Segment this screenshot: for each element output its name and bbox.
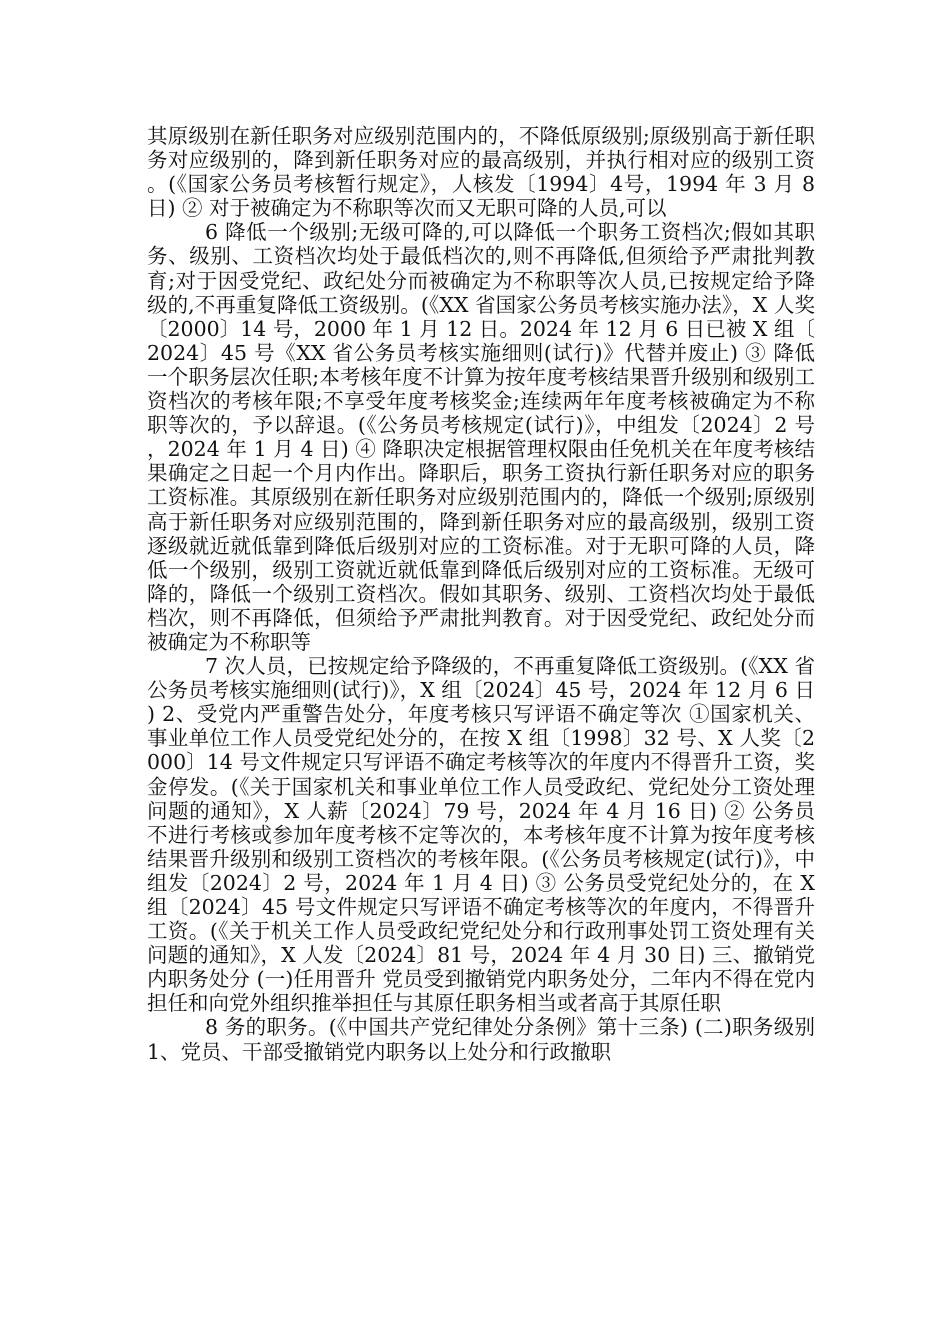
paragraph: 6 降低一个级别;无级可降的,可以降低一个职务工资档次;假如其职务、级别、工资档次均处于最低档次的,则不再降低,但须给予严肃批判教育;对于因受党纪、政纪处分而被确定为不称职等次人员,已按规定给予降级的,不再重复降低工资级别。(《XX 省国家公务员考核实施办法》，X 人奖〔2000〕14 号，2000 年 1 月 12 日。2024 年 12 月 6 日已被 X 组〔2024〕45 号《XX 省公务员考核实施细则(试行)》代替并废止) ③ 降低一个职务层次任职;本考核年度不计算为按年度考核结果晋升级别和级别工资档次的考核年限;不享受年度考核奖金;连续两年年度考核被确定为不称职等次的，予以辞退。(《公务员考核规定(试行)》，中组发〔2024〕2 号，2024 年 1 月 4 日) ④ 降职决定根据管理权限由任免机关在年度考核结果确定之日起一个月内作出。降职后，职务工资执行新任职务对应的职务工资标准。其原级别在新任职务对应级别范围内的，降低一个级别;原级别高于新任职务对应级别范围的，降到新任职务对应的最高级别，级别工资逐级就近就低靠到降低后级别对应的工资标准。对于无职可降的人员，降低一个级别，级别工资就近就低靠到降低后级别对应的工资标准。无级可降的，降低一个级别工资档次。假如其职务、级别、工资档次均处于最低档次，则不再降低，但须给予严肃批判教育。对于因受党纪、政纪处分而被确定为不称职等 — [147, 220, 815, 654]
paragraph: 其原级别在新任职务对应级别范围内的，不降低原级别;原级别高于新任职务对应级别的，降到新任职务对应的最高级别，并执行相对应的级别工资。(《国家公务员考核暂行规定》，人核发〔1994〕4号，1994 年 3 月 8 日) ② 对于被确定为不称职等次而又无职可降的人员,可以 — [147, 124, 815, 221]
document-body — [147, 124, 815, 1064]
paragraph: 8 务的职务。(《中国共产党纪律处分条例》第十三条) (二)职务级别 1、党员、干部受撤销党内职务以上处分和行政撤职 — [147, 1015, 815, 1064]
paragraph: 7 次人员，已按规定给予降级的，不再重复降低工资级别。(《XX 省公务员考核实施细则(试行)》，X 组〔2024〕45 号，2024 年 12 月 6 日) 2、受党内严重警告处分，年度考核只写评语不确定等次 ①国家机关、事业单位工作人员受党纪处分的，在按 X 组〔1998〕32 号、X 人奖〔2000〕14 号文件规定只写评语不确定考核等次的年度内不得晋升工资，奖金停发。(《关于国家机关和事业单位工作人员受政纪、党纪处分工资处理问题的通知》，X 人薪〔2024〕79 号，2024 年 4 月 16 日) ② 公务员不进行考核或参加年度考核不定等次的，本考核年度不计算为按年度考核结果晋升级别和级别工资档次的考核年限。(《公务员考核规定(试行)》，中组发〔2024〕2 号，2024 年 1 月 4 日) ③ 公务员受党纪处分的，在 X 组〔2024〕45 号文件规定只写评语不确定考核等次的年度内，不得晋升工资。(《关于机关工作人员受政纪党纪处分和行政刑事处罚工资处理有关问题的通知》，X 人发〔2024〕81 号，2024 年 4 月 30 日) 三、撤销党内职务处分 (一)任用晋升 党员受到撤销党内职务处分，二年内不得在党内担任和向党外组织推举担任与其原任职务相当或者高于其原任职 — [147, 654, 815, 1016]
